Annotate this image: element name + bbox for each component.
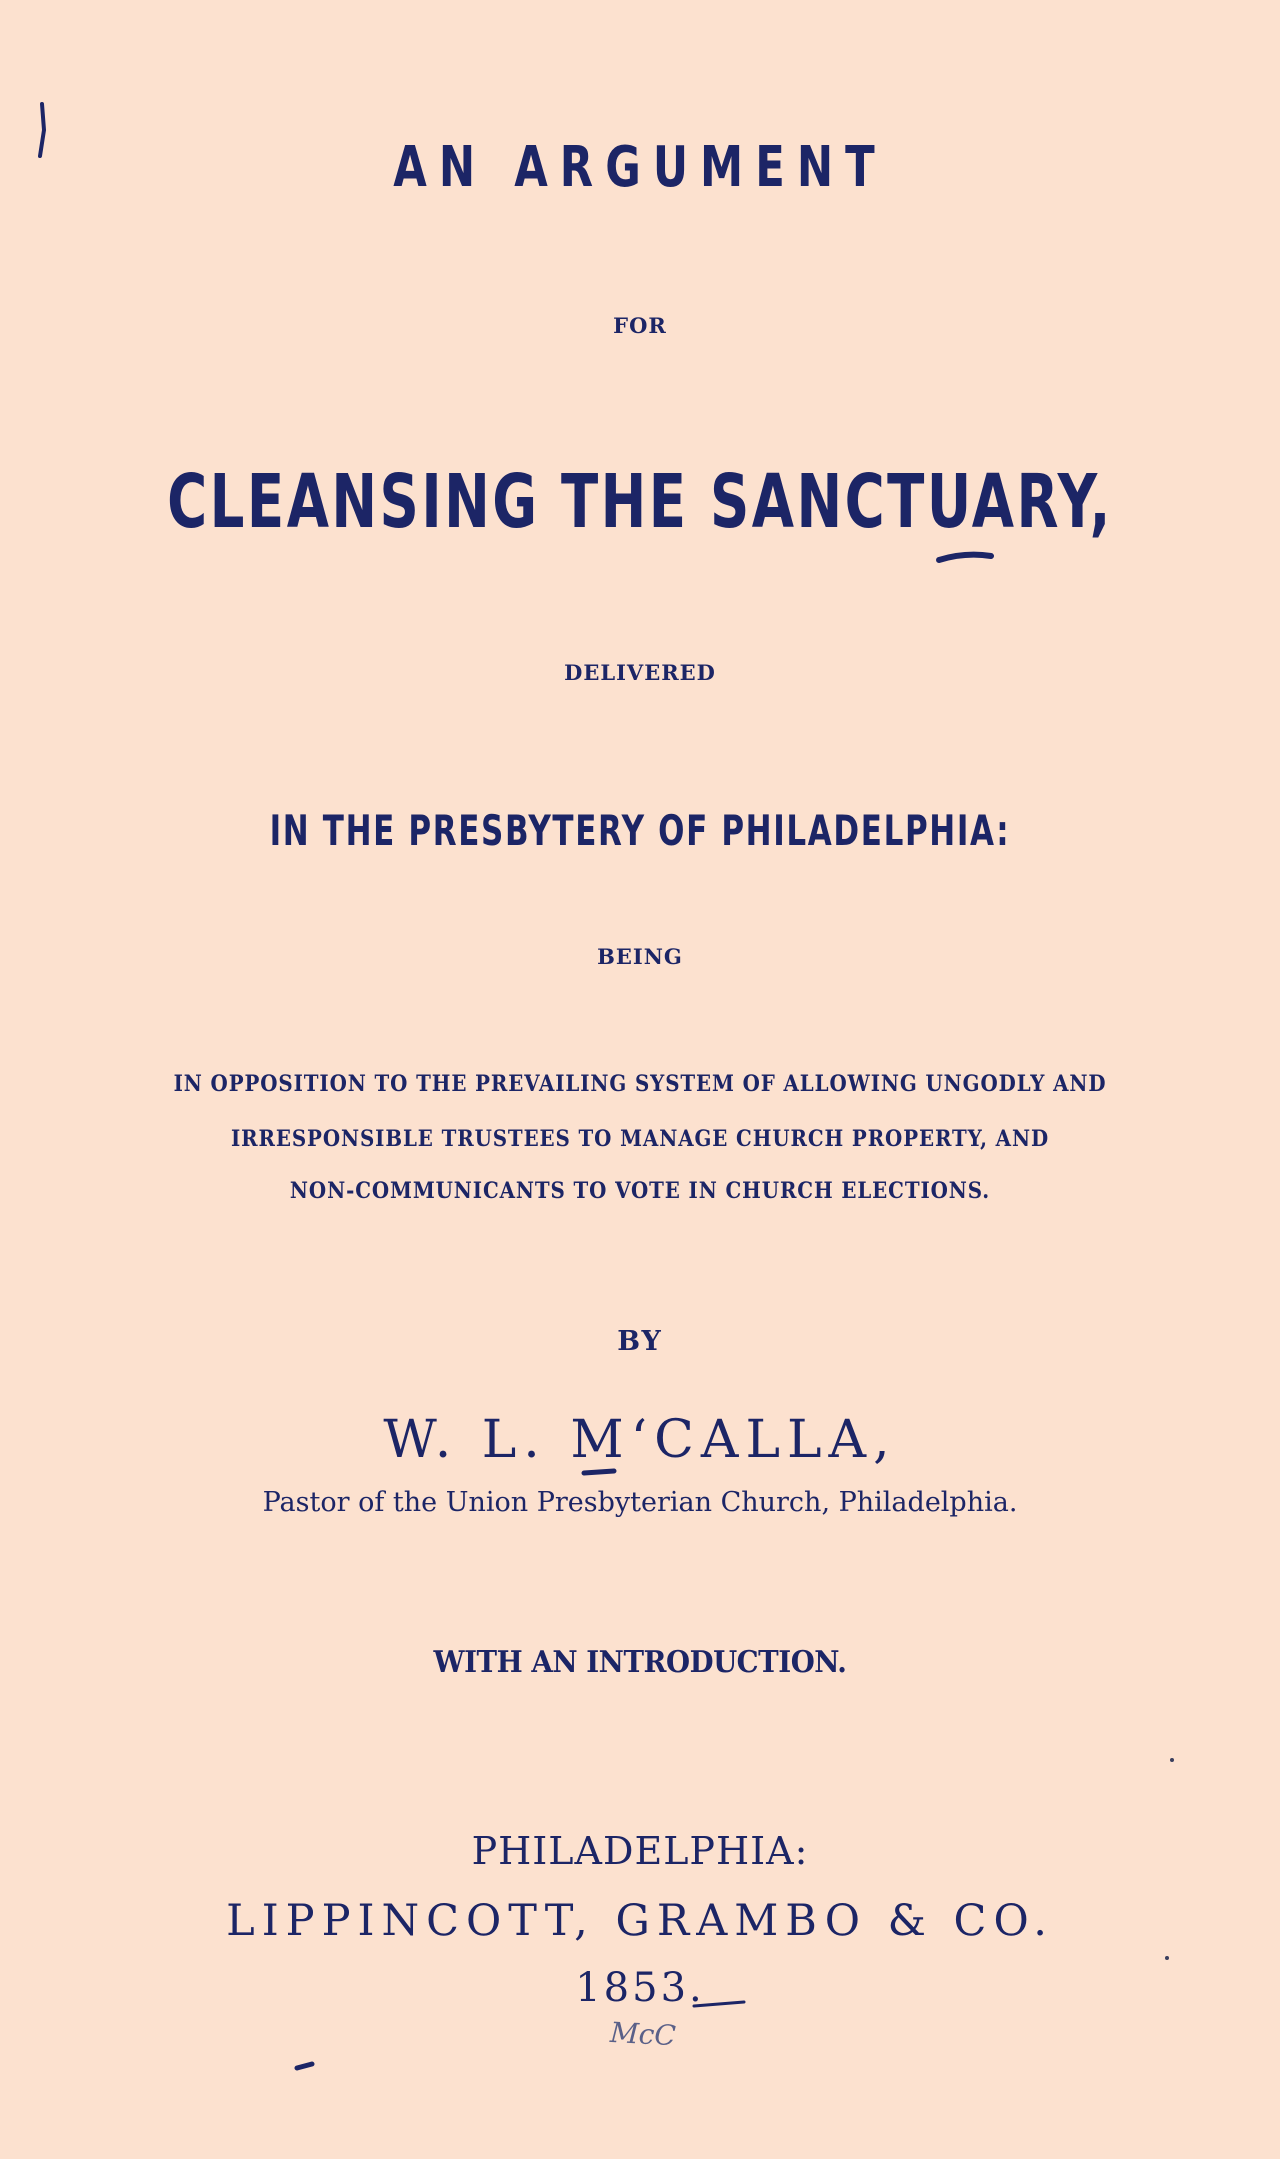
introduction-note: WITH AN INTRODUCTION.: [433, 1645, 847, 1680]
delivered-place: IN THE PRESBYTERY OF PHILADELPHIA:: [269, 806, 1011, 855]
underline-mark: [935, 548, 995, 568]
by-label: BY: [617, 1326, 663, 1357]
title-line-2: CLEANSING THE SANCTUARY,: [167, 459, 1113, 545]
ink-speck: [294, 2060, 316, 2072]
imprint-year: 1853.: [575, 1965, 705, 2011]
description-line: IRRESPONSIBLE TRUSTEES TO MANAGE CHURCH PROPERTY, AND: [230, 1126, 1050, 1152]
handwritten-note: McC: [609, 2015, 677, 2053]
underline-mark-author: [580, 1465, 620, 1479]
description-line: IN OPPOSITION TO THE PREVAILING SYSTEM OF ALLOWING UNGODLY AND: [173, 1071, 1107, 1097]
author-name: W. L. M‘CALLA,: [383, 1410, 897, 1470]
imprint-publisher: LIPPINCOTT, GRAMBO & CO.: [226, 1896, 1054, 1946]
for-connector: FOR: [613, 313, 667, 338]
author-position: Pastor of the Union Presbyterian Church, Philadelphia.: [262, 1487, 1018, 1518]
pen-mark-left: [34, 100, 50, 160]
delivered-label: DELIVERED: [564, 660, 716, 685]
title-line-1: AN ARGUMENT: [393, 135, 887, 200]
being-label: BEING: [597, 944, 683, 969]
description-line: NON-COMMUNICANTS TO VOTE IN CHURCH ELECTIONS.: [289, 1178, 991, 1204]
dust-speck: [1168, 1756, 1176, 1764]
dash-mark-year: [690, 1996, 750, 2016]
dust-speck: [1163, 1954, 1171, 1962]
imprint-city: PHILADELPHIA:: [471, 1829, 809, 1873]
